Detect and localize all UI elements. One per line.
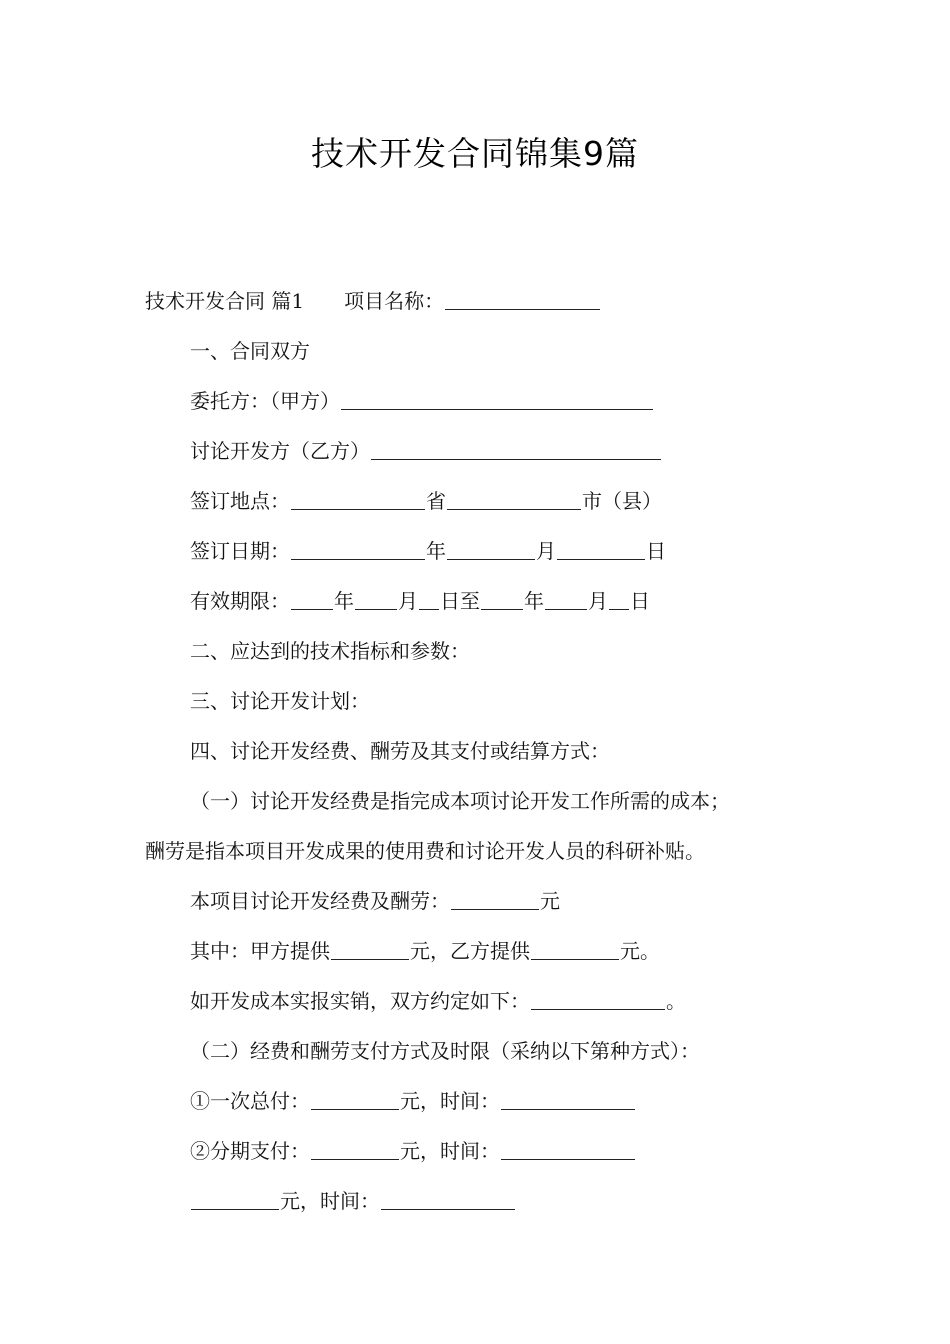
project-name-label: 项目名称： [344,289,445,313]
city-blank [447,489,581,510]
developer-blank [371,439,661,460]
one-time-date-blank [501,1089,635,1110]
article-label: 技术开发合同 篇1 [145,289,305,313]
cost-label: 如开发成本实报实销，双方约定如下： [190,989,530,1013]
day-text: 日 [630,589,650,613]
end-day-blank [609,589,629,610]
party-b-blank [531,939,619,960]
yuan-time-text: 元，时间： [400,1139,500,1163]
developer-label: 讨论开发方（乙方） [190,439,370,463]
date-label: 签订日期： [190,539,290,563]
one-time-payment-line [190,1087,636,1115]
validity-line [190,587,650,615]
section-heading: 四、讨论开发经费、酬劳及其支付或结算方式： [190,739,610,763]
installment-line [190,1137,636,1165]
document-title: 技术开发合同锦集9篇 [311,134,639,173]
header-line [145,287,601,315]
one-time-label: ①一次总付： [190,1089,310,1113]
start-year-blank [291,589,333,610]
paragraph-line: （一）讨论开发经费是指完成本项讨论开发工作所需的成本； [190,789,730,813]
validity-label: 有效期限： [190,589,290,613]
yuan-text: 元 [540,889,560,913]
month-text: 月 [536,539,556,563]
installment-date-blank [381,1189,515,1210]
fee-line [190,887,560,915]
yuan-period-text: 元。 [620,939,660,963]
section-heading: 二、应达到的技术指标和参数： [190,639,470,663]
installment-amount-blank [191,1189,279,1210]
one-time-amount-blank [311,1089,399,1110]
client-blank [341,389,653,410]
year-text: 年 [426,539,446,563]
party-b-label: 元，乙方提供 [410,939,530,963]
month-blank [447,539,535,560]
day-text: 日 [646,539,666,563]
start-month-blank [355,589,397,610]
place-line [190,487,662,515]
period-text: 。 [666,989,686,1013]
section-heading: 一、合同双方 [190,339,310,363]
installment-line [190,1187,516,1215]
end-year-blank [481,589,523,610]
cost-line [190,987,686,1015]
paragraph-line: 酬劳是指本项目开发成果的使用费和讨论开发人员的科研补贴。 [145,839,705,863]
installment-date-blank [501,1139,635,1160]
installment-label: ②分期支付： [190,1139,310,1163]
fee-label: 本项目讨论开发经费及酬劳： [190,889,450,913]
month-text: 月 [398,589,418,613]
cost-blank [531,989,665,1010]
sign-date-line [190,537,666,565]
client-line [190,387,654,415]
year-text: 年 [334,589,354,613]
developer-line [190,437,662,465]
yuan-time-text: 元，时间： [400,1089,500,1113]
client-label: 委托方：（甲方） [190,389,340,413]
year-text: 年 [524,589,544,613]
city-text: 市（县） [582,489,662,513]
province-text: 省 [426,489,446,513]
project-name-blank [445,289,600,310]
place-label: 签订地点： [190,489,290,513]
year-blank [291,539,425,560]
paragraph-line: （二）经费和酬劳支付方式及时限（采纳以下第种方式）： [190,1039,700,1063]
day-blank [557,539,645,560]
contribution-line [190,937,660,965]
fee-blank [451,889,539,910]
yuan-time-text: 元，时间： [280,1189,380,1213]
section-heading: 三、讨论开发计划： [190,689,370,713]
province-blank [291,489,425,510]
start-day-blank [419,589,439,610]
month-text: 月 [588,589,608,613]
among-label: 其中：甲方提供 [190,939,330,963]
to-text: 日至 [440,589,480,613]
installment-amount-blank [311,1139,399,1160]
party-a-blank [331,939,409,960]
end-month-blank [545,589,587,610]
